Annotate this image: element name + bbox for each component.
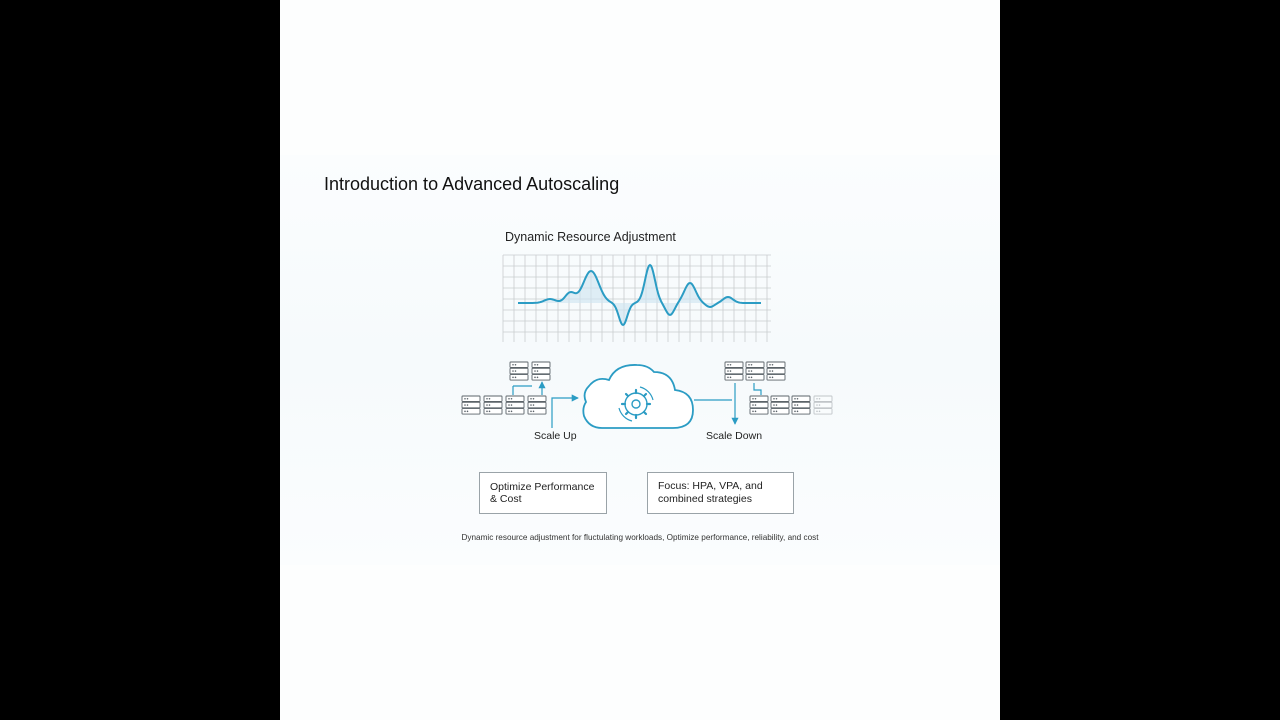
server-stack-icon bbox=[462, 396, 480, 414]
footer-caption: Dynamic resource adjustment for fluctulating workloads, Optimize performance, reliability, and cost bbox=[461, 533, 819, 542]
cloud-icon bbox=[583, 365, 693, 428]
server-stack-icon bbox=[510, 362, 528, 380]
server-stack-icon bbox=[771, 396, 789, 414]
server-stack-icon bbox=[725, 362, 743, 380]
optimize-card-text: Optimize Performance & Cost bbox=[490, 481, 595, 505]
server-stack-icon bbox=[792, 396, 810, 414]
scale-up-flow-arrow bbox=[552, 398, 578, 428]
server-stack-icon bbox=[506, 396, 524, 414]
server-stack-icon bbox=[746, 362, 764, 380]
scale-up-branch-left bbox=[513, 382, 542, 395]
chart-title: Dynamic Resource Adjustment bbox=[505, 230, 676, 244]
slide bbox=[280, 0, 1000, 720]
scale-down-label: Scale Down bbox=[706, 430, 763, 442]
optimize-card bbox=[479, 472, 607, 514]
page-title: Introduction to Advanced Autoscaling bbox=[324, 174, 620, 194]
server-stack-icon bbox=[532, 362, 550, 380]
server-stack-icon bbox=[750, 396, 768, 414]
scale-up-label: Scale Up bbox=[534, 430, 577, 442]
server-stack-icon bbox=[767, 362, 785, 380]
focus-card bbox=[647, 472, 794, 514]
waveform-fill bbox=[518, 265, 761, 325]
server-stack-icon bbox=[484, 396, 502, 414]
waveform-line bbox=[518, 265, 761, 325]
server-stack-icon bbox=[814, 396, 832, 414]
focus-card-text: Focus: HPA, VPA, and combined strategies bbox=[658, 480, 763, 505]
scale-down-branch-right bbox=[754, 383, 761, 395]
autoscaling-diagram bbox=[280, 0, 1000, 720]
server-stack-icon bbox=[528, 396, 546, 414]
